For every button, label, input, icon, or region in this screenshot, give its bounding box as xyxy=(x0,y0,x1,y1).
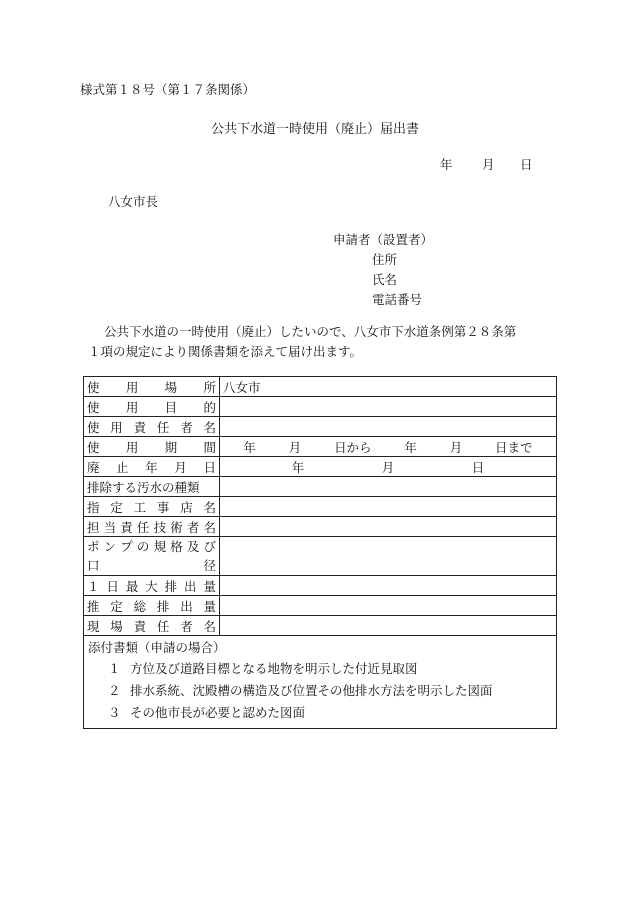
label-char: 責 xyxy=(133,618,147,634)
label-char: 使 xyxy=(87,439,100,455)
value-manager[interactable] xyxy=(220,417,557,437)
label-char: 及 xyxy=(186,539,200,554)
period-year-1: 年 xyxy=(243,439,256,455)
form-number: 様式第１８号（第１７条関係） xyxy=(80,82,256,97)
label-char: 責 xyxy=(133,419,147,435)
row-attachments xyxy=(84,636,557,729)
label-char: 所 xyxy=(203,379,216,395)
label-total xyxy=(84,596,220,616)
date-year: 年 xyxy=(440,157,453,172)
value-abolish[interactable] xyxy=(220,457,557,477)
label-char: 者 xyxy=(180,419,193,435)
body-line-2: １項の規定により関係書類を添えて届け出ます。 xyxy=(88,344,363,359)
label-char: 廃 xyxy=(87,459,100,475)
body-text xyxy=(80,322,555,362)
applicant-name-label: 氏名 xyxy=(372,272,398,287)
label-purpose xyxy=(84,397,220,417)
label-char: 的 xyxy=(203,399,216,415)
label-char: 定 xyxy=(110,598,123,614)
abolish-day: 日 xyxy=(471,459,485,475)
period-year-2: 年 xyxy=(404,439,417,455)
label-char: ン xyxy=(103,539,117,554)
label-char: 工 xyxy=(133,499,147,515)
row-abolish xyxy=(84,457,557,477)
label-char: 任 xyxy=(156,419,170,435)
label-sewage xyxy=(84,477,220,497)
date-month: 月 xyxy=(482,157,495,172)
label-char: 量 xyxy=(203,598,216,614)
label-char: 日 xyxy=(106,578,119,594)
label-char: 大 xyxy=(145,578,158,594)
applicant-phone-label: 電話番号 xyxy=(372,292,423,307)
row-manager xyxy=(84,417,557,437)
abolish-month: 月 xyxy=(381,459,395,475)
label-char: 年 xyxy=(145,459,158,475)
label-contractor xyxy=(84,497,220,517)
row-pump xyxy=(84,537,557,576)
attachments-heading: 添付書類（申請の場合） xyxy=(88,640,226,655)
attachment-item xyxy=(88,680,552,702)
attachments xyxy=(84,636,557,729)
label-char: 名 xyxy=(203,519,216,535)
label-char: プ xyxy=(120,539,133,554)
label-char: 事 xyxy=(156,499,170,515)
value-engineer[interactable] xyxy=(220,517,557,537)
label-char: 口 xyxy=(87,558,100,573)
label-char: 用 xyxy=(110,419,123,435)
date-day: 日 xyxy=(520,157,533,172)
label-char: 排除する汚水の種類 xyxy=(87,479,200,495)
label-char: ポ xyxy=(87,539,100,554)
page-title: 公共下水道一時使用（廃止）届出書 xyxy=(210,122,419,137)
label-char: 任 xyxy=(156,618,170,634)
row-place xyxy=(84,377,557,397)
label-char: 出 xyxy=(180,598,193,614)
label-max-daily xyxy=(84,576,220,596)
row-period xyxy=(84,437,557,457)
label-char: 定 xyxy=(110,499,123,515)
value-pump[interactable] xyxy=(220,537,557,576)
period-month-2: 月 xyxy=(449,439,463,455)
body-line-1: 公共下水道の一時使用（廃止）したいので、八女市下水道条例第２８条第 xyxy=(104,324,517,339)
label-engineer xyxy=(84,517,220,537)
attachment-text: 排水系統、沈殿槽の構造及び位置その他排水方法を明示した図面 xyxy=(130,683,493,698)
attachment-item xyxy=(88,658,552,680)
row-total xyxy=(84,596,557,616)
label-site-manager xyxy=(84,616,220,636)
label-char: 現 xyxy=(87,618,100,634)
label-char: 出 xyxy=(184,578,197,594)
label-char: 名 xyxy=(203,419,216,435)
label-char: 期 xyxy=(164,439,178,455)
label-char: 担 xyxy=(87,519,100,535)
attachment-text: その他市長が必要と認めた図面 xyxy=(130,705,306,720)
attachment-num: ２ xyxy=(108,683,121,698)
value-period[interactable] xyxy=(220,437,557,457)
label-char: 場 xyxy=(164,379,178,395)
label-char: 月 xyxy=(174,459,187,475)
label-char: 日 xyxy=(203,459,216,475)
label-char: １ xyxy=(87,578,100,594)
label-char: 使 xyxy=(87,379,100,395)
label-char: 店 xyxy=(180,499,193,515)
label-char: の xyxy=(136,539,150,554)
attachment-text: 方位及び道路目標となる地物を明示した付近見取図 xyxy=(130,661,418,676)
label-char: 術 xyxy=(170,519,183,535)
label-char: 使 xyxy=(87,419,100,435)
label-char: 排 xyxy=(156,598,170,614)
label-char: 総 xyxy=(133,598,147,614)
attachment-num: ３ xyxy=(108,705,121,720)
label-char: 目 xyxy=(164,399,178,415)
label-char: 格 xyxy=(170,539,183,554)
label-char: 間 xyxy=(203,439,216,455)
value-purpose[interactable] xyxy=(220,397,557,417)
row-contractor xyxy=(84,497,557,517)
period-to: 日まで xyxy=(495,439,533,455)
label-char: 指 xyxy=(87,499,100,515)
value-contractor[interactable] xyxy=(220,497,557,517)
row-sewage xyxy=(84,477,557,497)
label-char: 用 xyxy=(125,399,139,415)
label-char: 名 xyxy=(203,618,216,634)
label-char: 者 xyxy=(186,519,200,535)
label-manager xyxy=(84,417,220,437)
period-month-1: 月 xyxy=(288,439,302,455)
row-site-manager xyxy=(84,616,557,636)
abolish-year: 年 xyxy=(291,459,305,475)
label-place xyxy=(84,377,220,397)
value-place[interactable]: 八女市 xyxy=(220,377,557,397)
label-char: 使 xyxy=(87,399,100,415)
label-char: 用 xyxy=(125,379,139,395)
row-purpose xyxy=(84,397,557,417)
form-table xyxy=(83,376,557,729)
attachment-num: １ xyxy=(108,661,121,676)
label-char: 任 xyxy=(136,519,150,535)
label-char: 規 xyxy=(153,539,167,554)
value-sewage[interactable] xyxy=(220,477,557,497)
attachment-item xyxy=(88,702,552,724)
label-char: 者 xyxy=(180,618,193,634)
label-char: 量 xyxy=(203,578,216,594)
value-max-daily[interactable] xyxy=(220,576,557,596)
label-char: 止 xyxy=(116,459,129,475)
label-char: 名 xyxy=(203,499,216,515)
label-pump xyxy=(84,537,220,576)
period-from: 日から xyxy=(334,439,372,455)
label-char: 用 xyxy=(125,439,139,455)
label-char: 径 xyxy=(203,558,216,573)
value-site-manager[interactable] xyxy=(220,616,557,636)
addressee: 八女市長 xyxy=(108,194,159,209)
label-char: 当 xyxy=(103,519,117,535)
label-char: 場 xyxy=(110,618,123,634)
applicant-heading: 申請者（設置者） xyxy=(333,232,434,247)
label-char: 技 xyxy=(153,519,167,535)
applicant-address-label: 住所 xyxy=(372,252,398,267)
label-char: 排 xyxy=(164,578,178,594)
label-char: 推 xyxy=(87,598,100,614)
label-char: 責 xyxy=(120,519,133,535)
value-total[interactable] xyxy=(220,596,557,616)
row-engineer xyxy=(84,517,557,537)
label-period xyxy=(84,437,220,457)
label-abolish xyxy=(84,457,220,477)
row-max-daily xyxy=(84,576,557,596)
label-char: 最 xyxy=(125,578,139,594)
label-char: び xyxy=(203,539,216,554)
